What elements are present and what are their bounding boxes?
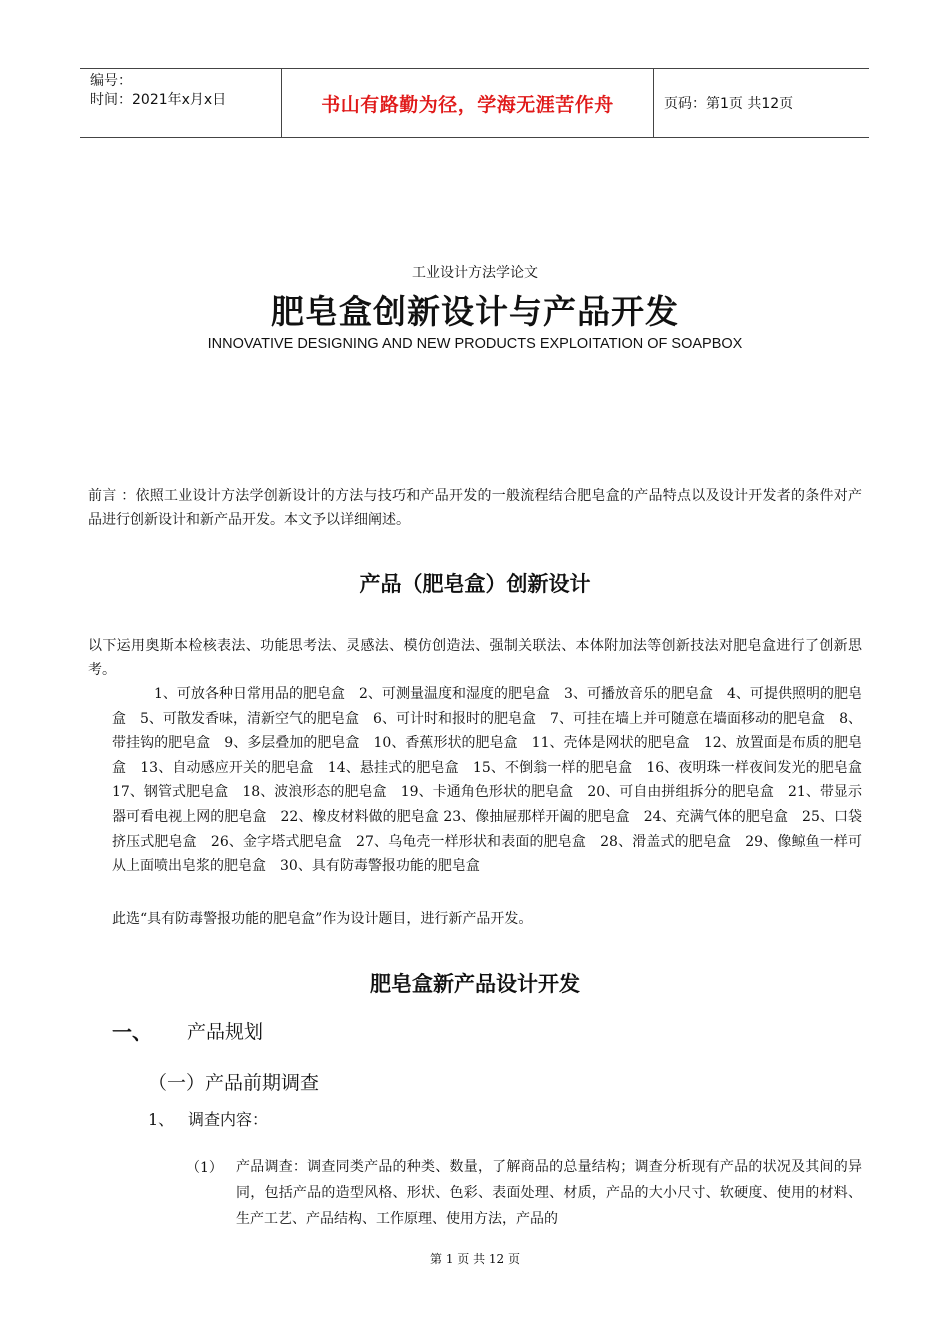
heading-1-text: 产品规划	[187, 1021, 264, 1043]
heading-1-1: （一）产品前期调查	[148, 1072, 320, 1094]
page-header	[80, 68, 869, 138]
number-label: 编号：	[90, 73, 132, 89]
page-footer: 第 1 页 共 12 页	[430, 1252, 520, 1266]
heading-1-number: 一、	[112, 1020, 152, 1044]
header-motto: 书山有路勤为径，学海无涯苦作舟	[281, 69, 654, 137]
time-label: 时间：2021年x月x日	[90, 92, 227, 108]
header-meta	[80, 69, 281, 137]
ideas-list: 1、可放各种日常用品的肥皂盒 2、可测量温度和湿度的肥皂盒 3、可播放音乐的肥皂盒 4、可提供照明的肥皂盒 5、可散发香味，清新空气的肥皂盒 6、可计时和报时的肥皂盒 7、可挂在墙上并可随意在墙面移动的肥皂盒 8、带挂钩的肥皂盒 9、多层叠加的肥皂盒 10、香蕉形状的肥皂盒 11、壳体是网状的肥皂盒 12、放置面是布质的肥皂盒 13、自动感应开关的肥皂盒 14、悬挂式的肥皂盒 15、不倒翁一样的肥皂盒 16、夜明珠一样夜间发光的肥皂盒 17、钢管式肥皂盒 18、波浪形态的肥皂盒 19、卡通角色形状的肥皂盒 20、可自由拼组拆分的肥皂盒 21、带显示器可看电视上网的肥皂盒 22、橡皮材料做的肥皂盒 23、像抽屉那样开阖的肥皂盒 24、充满气体的肥皂盒 25、口袋挤压式肥皂盒 26、金字塔式肥皂盒 27、乌龟壳一样形状和表面的肥皂盒 28、滑盖式的肥皂盒 29、像鲸鱼一样可从上面喷出皂浆的肥皂盒 30、具有防毒警报功能的肥皂盒	[112, 686, 876, 875]
selection-paragraph: 此选“具有防毒警报功能的肥皂盒”作为设计题目，进行新产品开发。	[112, 911, 533, 927]
section1-intro: 以下运用奥斯本检核表法、功能思考法、灵感法、模仿创造法、强制关联法、本体附加法等创新技法对肥皂盒进行了创新思考。	[88, 638, 862, 678]
heading-1-1-1-text: 调查内容：	[188, 1110, 269, 1129]
doc-english-title: INNOVATIVE DESIGNING AND NEW PRODUCTS EXPLOITATION OF SOAPBOX	[207, 336, 743, 352]
preface-paragraph: 前言 ：依照工业设计方法学创新设计的方法与技巧和产品开发的一般流程结合肥皂盒的产品特点以及设计开发者的条件对产品进行创新设计和新产品开发。本文予以详细阐述。	[88, 488, 862, 528]
doc-subtitle: 工业设计方法学论文	[412, 265, 538, 281]
heading-1-1-1-number: 1、	[148, 1110, 175, 1129]
item-1-text: 产品调查：调查同类产品的种类、数量，了解商品的总量结构；调查分析现有产品的状况及其间的异同，包括产品的造型风格、形状、色彩、表面处理、材质，产品的大小尺寸、软硬度、使用的材料、生产工艺、产品结构、工作原理、使用方法，产品的	[236, 1159, 862, 1227]
section2-heading: 肥皂盒新产品设计开发	[370, 972, 580, 996]
item-1-number: （1）	[186, 1160, 223, 1176]
header-page-info: 页码：第1页 共12页	[664, 96, 794, 112]
section1-heading: 产品（肥皂盒）创新设计	[359, 572, 591, 596]
doc-title: 肥皂盒创新设计与产品开发	[271, 292, 679, 331]
